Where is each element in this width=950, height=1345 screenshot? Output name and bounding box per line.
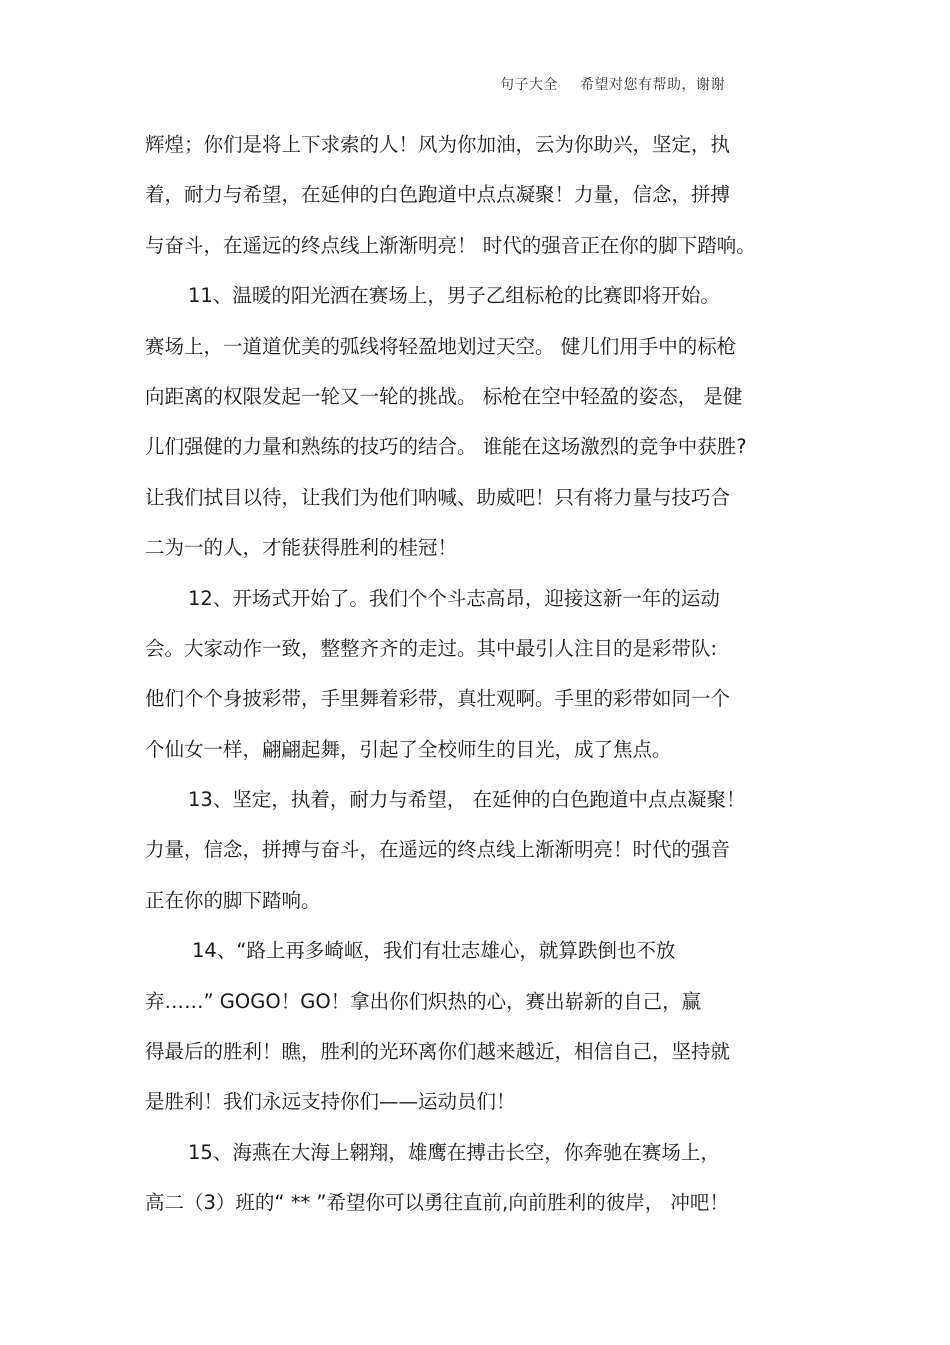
text-line: 向距离的权限发起一轮又一轮的挑战。 标枪在空中轻盈的姿态， 是健: [145, 384, 743, 408]
paragraph-11-start: 11、温暖的阳光洒在赛场上，男子乙组标枪的比赛即将开始。: [188, 284, 720, 308]
paragraph-15-start: 15、海燕在大海上翱翔，雄鹰在搏击长空，你奔驰在赛场上，: [188, 1140, 720, 1164]
paragraph-13-start: 13、坚定，执着，耐力与希望， 在延伸的白色跑道中点点凝聚！: [188, 788, 746, 812]
text-line: 高二（3）班的“ ** ”希望你可以勇往直前,向前胜利的彼岸， 冲吧！: [145, 1191, 729, 1215]
text-line: 辉煌；你们是将上下求索的人！风为你加油，云为你助兴，坚定，执: [145, 133, 731, 156]
text-line: 儿们强健的力量和熟练的技巧的结合。 谁能在这场激烈的竞争中获胜?: [145, 435, 747, 459]
text-line: 是胜利！我们永远支持你们——运动员们！: [145, 1090, 516, 1114]
text-line: 个仙女一样，翩翩起舞，引起了全校师生的目光，成了焦点。: [145, 737, 672, 761]
text-line: 赛场上，一道道优美的弧线将轻盈地划过天空。 健儿们用手中的标枪: [145, 334, 737, 358]
text-line: 正在你的脚下踏响。: [145, 888, 321, 912]
text-line: 与奋斗，在遥远的终点线上渐渐明亮！ 时代的强音正在你的脚下踏响。: [145, 233, 756, 257]
text-line: 力量，信念，拼搏与奋斗，在遥远的终点线上渐渐明亮！时代的强音: [145, 838, 731, 862]
text-line: 弃……” GOGO！GO！拿出你们炽热的心，赛出崭新的自己，赢: [145, 989, 702, 1013]
text-line: 着，耐力与希望，在延伸的白色跑道中点点凝聚！力量，信念，拼搏: [145, 183, 731, 207]
page-header: [500, 74, 725, 94]
header-note: 希望对您有帮助，谢谢: [580, 77, 725, 93]
text-line: 得最后的胜利！瞧，胜利的光环离你们越来越近，相信自己，坚持就: [145, 1040, 731, 1064]
document-body: [145, 128, 825, 1237]
text-line: 会。大家动作一致，整整齐齐的走过。其中最引人注目的是彩带队:: [145, 636, 718, 660]
text-line: 二为一的人，才能获得胜利的桂冠！: [145, 536, 458, 560]
text-line: 让我们拭目以待，让我们为他们呐喊、助威吧！只有将力量与技巧合: [145, 485, 731, 509]
paragraph-12-start: 12、开场式开始了。我们个个斗志高昂，迎接这新一年的运动: [188, 586, 720, 610]
header-site-name: 句子大全: [500, 77, 558, 93]
paragraph-14-start: 14、“路上再多崎岖，我们有壮志雄心，就算跌倒也不放: [192, 939, 676, 963]
text-line: 他们个个身披彩带，手里舞着彩带，真壮观啊。手里的彩带如同一个: [145, 687, 731, 711]
